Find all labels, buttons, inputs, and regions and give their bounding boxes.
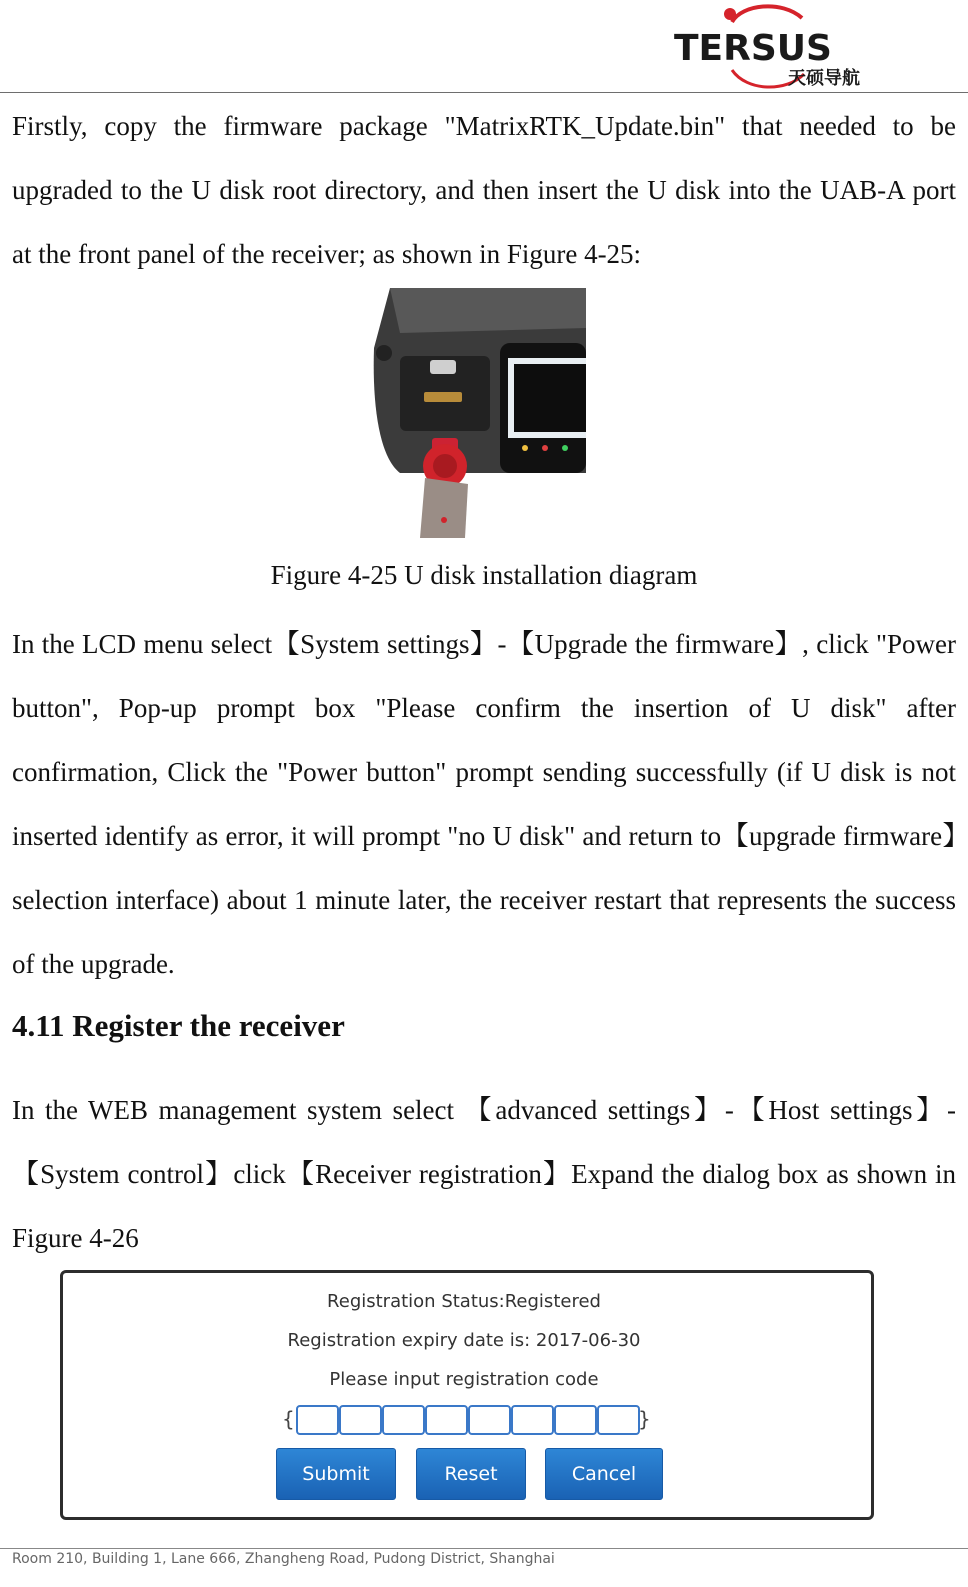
reset-button[interactable]: Reset [416, 1448, 526, 1500]
brace-close: } [638, 1407, 651, 1431]
paragraph-web-registration: In the WEB management system select 【advanced settings】-【Host settings】-【System control】click【Receiver registration】Expand the dialog box as shown in Figure 4-26 [12, 1095, 956, 1253]
code-field-5[interactable] [468, 1405, 511, 1435]
logo-subtext: 天硕导航 [788, 68, 860, 89]
code-field-8[interactable] [597, 1405, 640, 1435]
footer-divider [0, 1548, 968, 1549]
header-divider [0, 92, 968, 93]
receiver-udisk-photo [360, 288, 590, 538]
logo-wordmark: TERSUS [674, 28, 832, 69]
registration-prompt: Please input registration code [329, 1369, 599, 1390]
footer-address: Room 210, Building 1, Lane 666, Zhangheng Road, Pudong District, Shanghai [12, 1551, 555, 1567]
code-field-2[interactable] [339, 1405, 382, 1435]
code-field-1[interactable] [296, 1405, 339, 1435]
paragraph-lcd-upgrade: In the LCD menu select【System settings】-【Upgrade the firmware】, click "Power button", Pop-up prompt box "Please confirm the insertion of U disk" after confirmation, Click the "Power button" prompt sending successfully (if U disk is not inserted identify as error, it will prompt "no U disk" and return to【upgrade firmware】selection interface) about 1 minute later, the receiver restart that represents the success of the upgrade. [12, 629, 956, 979]
code-field-7[interactable] [554, 1405, 597, 1435]
section-heading: 4.11 Register the receiver [12, 1008, 345, 1043]
paragraph-copy-firmware: Firstly, copy the firmware package "MatrixRTK_Update.bin" that needed to be upgraded to the U disk root directory, and then insert the U disk into the UAB-A port at the front panel of the receiver; as shown in Figure 4-25: [12, 111, 956, 269]
code-field-3[interactable] [382, 1405, 425, 1435]
cancel-button[interactable]: Cancel [545, 1448, 663, 1500]
brace-open: { [282, 1407, 295, 1431]
tersus-logo [672, 0, 872, 92]
code-field-4[interactable] [425, 1405, 468, 1435]
figure-25-caption: Figure 4-25 U disk installation diagram [270, 560, 698, 590]
submit-button[interactable]: Submit [276, 1448, 396, 1500]
code-field-6[interactable] [511, 1405, 554, 1435]
registration-status: Registration Status:Registered [327, 1291, 601, 1312]
registration-expiry: Registration expiry date is: 2017-06-30 [287, 1330, 641, 1351]
